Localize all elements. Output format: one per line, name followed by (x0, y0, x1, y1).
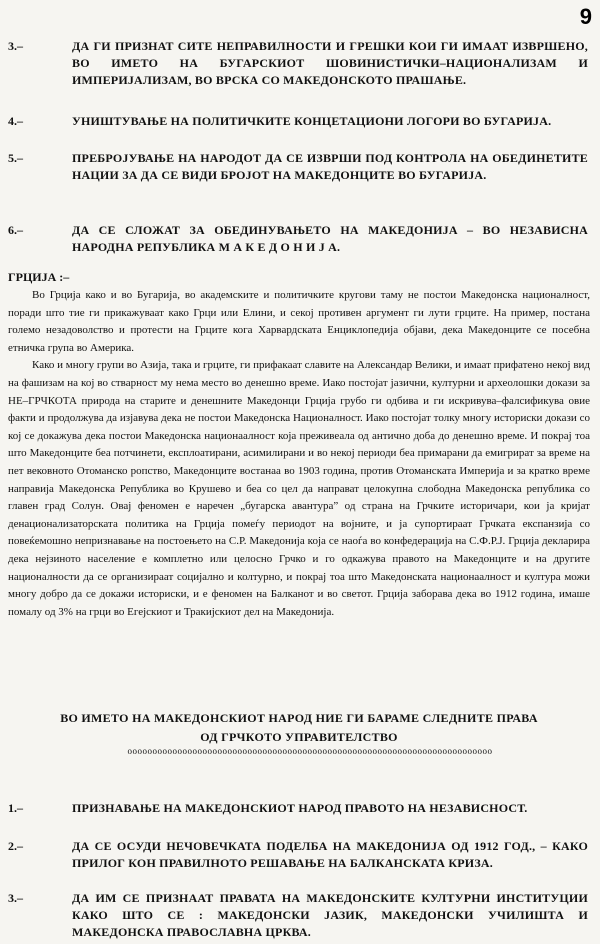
rights-heading-line: ВО ИМЕТО НА МАКЕДОНСКИОТ НАРОД НИЕ ГИ БАРАМЕ СЛЕДНИТЕ ПРАВА (60, 711, 538, 725)
demand-number: 3.– (8, 891, 23, 905)
demand-number: 1.– (8, 801, 23, 815)
demand-text: ПРЕБРОЈУВАЊЕ НА НАРОДОТ ДА СЕ ИЗВРШИ ПОД КОНТРОЛА НА ОБЕДИНЕТИТЕ НАЦИИ ЗА ДА СЕ ВИДИ БРОЈОТ НА МАКЕДОНЦИТЕ ВО БУГАРИЈА. (72, 151, 588, 182)
demand-text: УНИШТУВАЊЕ НА ПОЛИТИЧКИТЕ КОНЦЕТАЦИОНИ ЛОГОРИ ВО БУГАРИЈА. (72, 114, 552, 128)
demand-item-3 (8, 38, 588, 89)
body-text (8, 287, 590, 621)
demand-number: 5.– (8, 151, 23, 165)
page-number: 9 (579, 4, 592, 29)
demand-text: ПРИЗНАВАЊЕ НА МАКЕДОНСКИОТ НАРОД ПРАВОТО НА НЕЗАВИСНОСТ. (72, 801, 528, 815)
demand-item-4 (8, 113, 588, 130)
demand-text: ДА СЕ СЛОЖАТ ЗА ОБЕДИНУВАЊЕТО НА МАКЕДОНИЈА – ВО НЕЗАВИСНА НАРОДНА РЕПУБЛИКА М А К Е Д О Н И Ј А. (72, 223, 588, 254)
demand-item-5 (8, 150, 588, 184)
demand-text: ДА ГИ ПРИЗНАТ СИТЕ НЕПРАВИЛНОСТИ И ГРЕШКИ КОИ ГИ ИМААТ ИЗВРШЕНО, ВО ИМЕТО НА БУГАРСКИОТ ШОВИНИСТИЧКИ–НАЦИОНАЛИЗАМ И ИМПЕРИЈАЛИЗАМ, ВО ВРСКА СО МАКЕДОНСКОТО ПРАШАЊЕ. (72, 39, 588, 87)
demand-text: ДА СЕ ОСУДИ НЕЧОВЕЧКАТА ПОДЕЛБА НА МАКЕДОНИЈА ОД 1912 ГОД., – КАКО ПРИЛОГ КОН ПРАВИЛНОТО РЕШАВАЊЕ НА БАЛКАНСКАТА КРИЗА. (72, 839, 588, 870)
demand-number: 4.– (8, 114, 23, 128)
demand-item-6 (8, 222, 588, 256)
demand-number: 3.– (8, 39, 23, 53)
paragraph: Во Грција како и во Бугарија, во академските и политичките кругови таму не постои Македонска националност, поради што тие ги прикажуваат како Грци или Елини, и секој противен аргумент ги лути грците. На пример, постана големо незадоволство и протести на Грците кога Харвардската Енциклопедија објави, дека Македонците се посебна етничка група во Америка. (8, 289, 590, 354)
demand-number: 6.– (8, 223, 23, 237)
demand-item-1 (8, 800, 588, 817)
demand-text: ДА ИМ СЕ ПРИЗНААТ ПРАВАТА НА МАКЕДОНСКИТЕ КУЛТУРНИ ИНСТИТУЦИИ КАКО ШТО СЕ : МАКЕДОНСКИ ЈАЗИК, МАКЕДОНСКИ УЧИЛИШТА И МАКЕДОНСКА ПРАВОСЛАВНА ЦРКВА. (72, 891, 588, 939)
paragraph: Како и многу групи во Азија, така и грците, ги прифакаат славите на Александар Велики, и имаат прифатено некој вид на фашизам на кој во стварност му нема место во денешно време. Иако постојат јазични, културни и археолошки докази за НЕ–ГРЧКОТА природа на старите и денешните Македонци Грција грубо ги одбива и ги искривува–фалсификува овие факти и продолжува да изјавува дека не постои Македонска Националност. Иако постојат толку многу историски докази со кој се докажува дека постои Македонска национаалност која преживеала од антично доба до денешно време. И покрај тоа што Македонците беа потчинети, експлоатирани, асимилирани и во некој периоди беа примарани да емигрират за време на пет вековното Отоманско ропство, Македонците востанаа во 1903 година, против Отоманската Империја и за кратко време направија Македонска Република во Крушево и беа со цел да направат целокупна слободна Македонска република со главен град Солун. Овај феномен е наречен „бугарска авантура” од страна на Грчките историчари, кои ја кријат денационализаторската политика на Грција помеѓу периодот на војните, и ја супортираат Грчката експанзија со повеќемошно непризнавање на постоењето на С.Р. Македонија која се наоѓа во конфедерација на С.Ф.Р.Ј. Грција декларира дека нејзиното население е комплетно или целосно Грчко и го одкажува правото на Македонците и на другите националности да се организираат социјално и колтурно, и покрај тоа што Македонската национаалност и култура можи многу добро да се докажи историски, и е феномен на Балканот и во светот. Грција заборава дека во 1912 година, имаше помалу од 3% на грци во Егејскиот и Тракијскиот дел на Македонија. (8, 359, 590, 618)
rights-heading (8, 709, 590, 747)
separator: ooooooooooooooooooooooooooooooooooooooooooooooooooooooooooooooooooooooooo (127, 746, 493, 756)
demand-item-3b (8, 890, 588, 941)
demand-item-2 (8, 838, 588, 872)
section-heading-greece: ГРЦИЈА :– (8, 270, 70, 284)
demand-number: 2.– (8, 839, 23, 853)
rights-heading-line: ОД ГРЧКОТО УПРАВИТЕЛСТВО (200, 730, 398, 744)
